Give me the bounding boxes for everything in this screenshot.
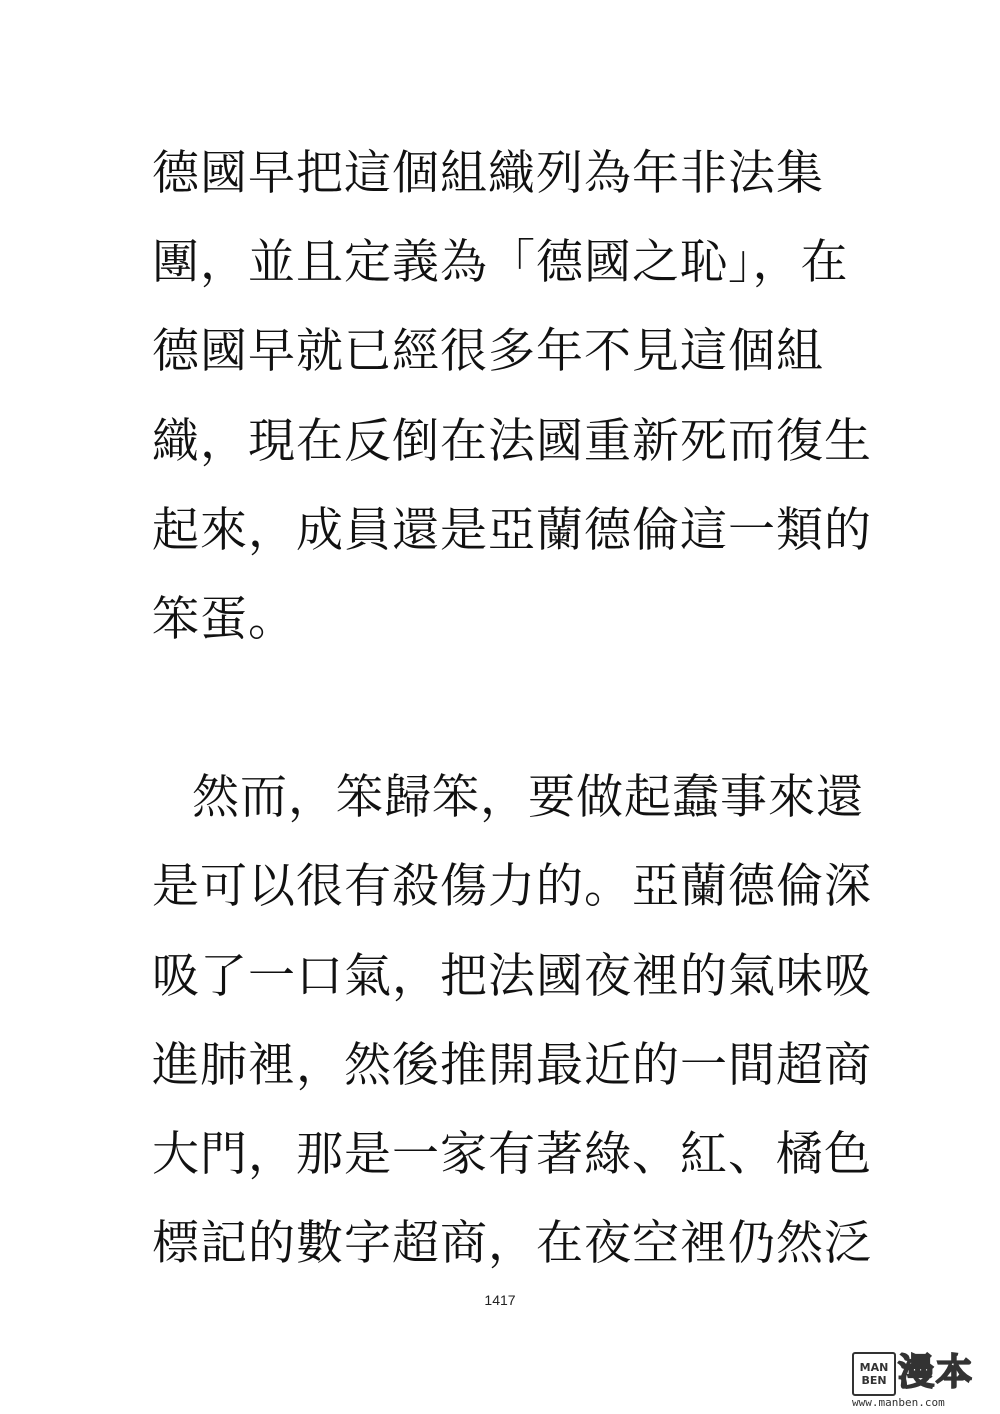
- text-line: 織，現在反倒在法國重新死而復生: [152, 413, 872, 469]
- paragraph-1: [152, 140, 872, 675]
- text-line: 團，並且定義為「德國之恥」，在: [152, 235, 849, 291]
- watermark-logo: [852, 1352, 992, 1408]
- logo-mark-top: MAN: [859, 1361, 889, 1374]
- page-body: [152, 140, 872, 1299]
- paragraph-gap: [152, 675, 872, 764]
- paragraph-2: [152, 764, 872, 1299]
- logo-wordmark: 漫本: [898, 1352, 975, 1393]
- page-number: 1417: [484, 1292, 516, 1308]
- text-line: 是可以很有殺傷力的。亞蘭德倫深: [152, 859, 872, 915]
- text-line: 標記的數字超商，在夜空裡仍然泛: [152, 1216, 872, 1272]
- logo-mark-bottom: BEN: [861, 1374, 887, 1387]
- text-line: 德國早把這個組織列為年非法集: [152, 146, 824, 201]
- text-line: 進肺裡，然後推開最近的一間超商: [152, 1037, 872, 1093]
- text-line: 笨蛋。: [152, 591, 296, 647]
- text-line: 德國早就已經很多年不見這個組: [152, 324, 824, 380]
- text-line: 起來，成員還是亞蘭德倫這一類的: [152, 502, 872, 558]
- text-line: 吸了一口氣，把法國夜裡的氣味吸: [152, 948, 872, 1004]
- text-line: 大門，那是一家有著綠、紅、橘色: [152, 1126, 872, 1182]
- logo-mark: [852, 1352, 896, 1396]
- watermark-url: www.manben.com: [852, 1396, 945, 1409]
- text-line: 然而，笨歸笨，要做起蠢事來還: [192, 770, 864, 826]
